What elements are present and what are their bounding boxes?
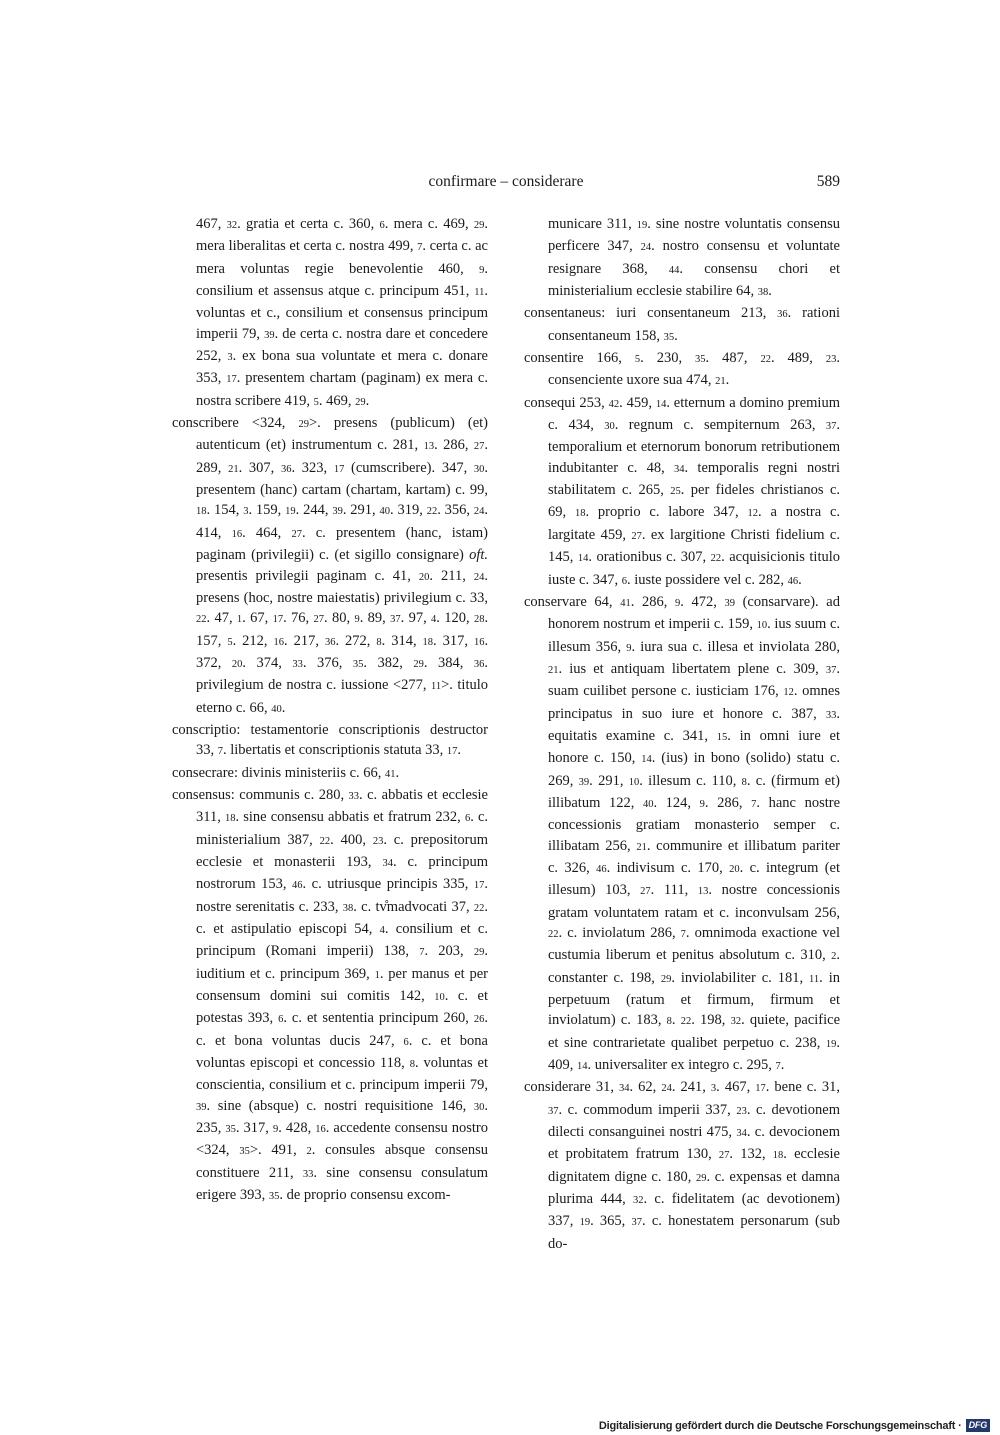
running-head [172,173,840,195]
right-column [524,214,840,1254]
footer-credit [599,1419,990,1432]
index-entry-conservare: conservare 64, 41. 286, 9. 472, 39 (consarvare). ad honorem nostrum et imperii c. 159, 10. ius suum c. illesum 356, 9. iura sua c. illesa et inviolata 280, 21. ius et antiquam libertatem plene c. 309, 37. suam cuilibet persone c. iusticiam 176, 12. omnes principatus in suo iure et honore c. 387, 33. equitatis examine c. 341, 15. in omni iure et honore c. 150, 14. (ius) in bono (solido) statu c. 269, 39. 291, 10. illesum c. 110, 8. c. (firmum et) illibatum 122, 40. 124, 9. 286, 7. hanc nostre concessionis gratiam monasterio semper c. illibatam 256, 21. communire et illibatum pariter c. 326, 46. indivisum c. 170, 20. c. integrum (et illesum) 103, 27. 111, 13. nostre concessionis gratam voluntatem ratam et c. inconvulsam 256, 22. c. inviolatum 286, 7. omnimoda exactione vel custumia liberum et penitus absolutum c. 310, 2. constanter c. 198, 29. inviolabiliter c. 181, 11. in perpetuum (ratum et firmum, firmum et inviolatum) c. 183, 8. 22. 198, 32. quiete, pacifice et sine contrarietate qualibet perpetuo c. 238, 19. 409, 14. universaliter ex integro c. 295, 7. [524,593,841,1074]
continuation-entry: 467, 32. gratia et certa c. 360, 6. mera c. 469, 29. mera liberalitas et certa c. nostra 499, 7. certa c. ac mera voluntas regie benevolentie 460, 9. consilium et assensus atque c. principum 451, 11. voluntas et c., consilium et consensus principum imperii 79, 39. de certa c. nostra dare et concedere 252, 3. ex bona sua voluntate et mera c. donare 353, 17. presentem chartam (paginam) ex mera c. nostra scribere 419, 5. 469, 29. [196,216,489,409]
left-column [172,214,488,1207]
index-entry-conscribere: conscribere <324, 29>. presens (publicum) (et) autenticum (et) instrumentum c. 281, 13. 286, 27. 289, 21. 307, 36. 323, 17 (cumscribere). 347, 30. presentem (hanc) cartam (chartam, kartam) c. 99, 18. 154, 3. 159, 19. 244, 39. 291, 40. 319, 22. 356, 24. 414, 16. 464, 27. c. presentem (hanc, istam) paginam (privilegii) c. (et sigillo consignare) oft. presentis privilegii paginam c. 41, 20. 211, 24. presens (hoc, nostre maiestatis) privilegium c. 33, 22. 47, 1. 67, 17. 76, 27. 80, 9. 89, 37. 97, 4. 120, 28. 157, 5. 212, 16. 217, 36. 272, 8. 314, 18. 317, 16. 372, 20. 374, 33. 376, 35. 382, 29. 384, 36. privilegium de nostra c. iussione <277, 11>. titulo eterno c. 66, 40. [172,415,489,716]
index-entry-conscriptio: conscriptio: testamentorie conscriptionis destructor 33, 7. libertatis et conscriptionis statuta 33, 17. [172,721,488,759]
page-number: 589 [816,173,840,190]
footer-text: Digitalisierung gefördert durch die Deutsche Forschungsgemeinschaft · [598,1419,962,1432]
dfg-logo: DFG [966,1419,990,1432]
index-entry-consentire: consentire 166, 5. 230, 35. 487, 22. 489, 23. consenciente uxore sua 474, 21. [524,350,841,389]
running-title: confirmare – considerare [428,173,584,190]
index-entry-considerare: considerare 31, 34. 62, 24. 241, 3. 467, 17. bene c. 31, 37. c. commodum imperii 337, 23. c. devotionem dilecti consanguinei nostri 475, 34. c. devocionem et probitatem fratrum 130, 27. 132, 18. ecclesie dignitatem digne c. 180, 29. c. expensas et damna plurima 444, 32. c. fidelitatem (ac devotionem) 337, 19. 365, 37. c. honestatem personarum (sub do- [524,1079,841,1252]
index-entry-consequi: consequi 253, 42. 459, 14. etternum a domino premium c. 434, 30. regnum c. sempiternum 263, 37. temporalium et eternorum bonorum retributionem indubitanter c. 48, 34. temporalis regni nostri stabilitatem c. 265, 25. per fideles christianos c. 69, 18. proprio c. labore 347, 12. a nostra c. largitate 459, 27. ex largitione Christi fidelium c. 145, 14. orationibus c. 307, 22. acquisicionis titulo iuste c. 347, 6. iuste possidere vel c. 282, 46. [524,394,841,588]
index-entry-consecrare: consecrare: divinis ministeriis c. 66, 41. [172,764,400,781]
index-entry-consentaneus: consentaneus: iuri consentaneum 213, 36. rationi consentaneum 158, 35. [524,305,840,344]
continuation-entry: municare 311, 19. sine nostre voluntatis consensu perficere 347, 24. nostro consensu et voluntate resignare 368, 44. consensu chori et ministerialium ecclesie stabilire 64, 38. [548,216,840,300]
index-entry-consensus: consensus: communis c. 280, 33. c. abbatis et ecclesie 311, 18. sine consensu abbatis et fratrum 232, 6. c. ministerialium 387, 22. 400, 23. c. prepositorum ecclesie et monasterii 193, 34. c. principum nostrorum 153, 46. c. utriusque principis 335, 17. nostre serenitatis c. 233, 38. c. tv̊madvocati 37, 22. c. et astipulatio episcopi 54, 4. consilium et c. principum (Romani imperii) 138, 7. 203, 29. iuditium et c. principum 369, 1. per manus et per consensum domini sui comitis 142, 10. c. et potestas 393, 6. c. et sententia principum 260, 26. c. et bona voluntas ducis 247, 6. c. et bona voluntas episcopi et concessio 118, 8. voluntas et conscientia, consilium et c. principum imperii 79, 39. sine (absque) c. nostri requisitione 146, 30. 235, 35. 317, 9. 428, 16. accedente consensu nostro <324, 35>. 491, 2. consules absque consensu constituere 211, 33. sine consensu consulatum erigere 393, 35. de proprio consensu excom- [172,786,489,1204]
